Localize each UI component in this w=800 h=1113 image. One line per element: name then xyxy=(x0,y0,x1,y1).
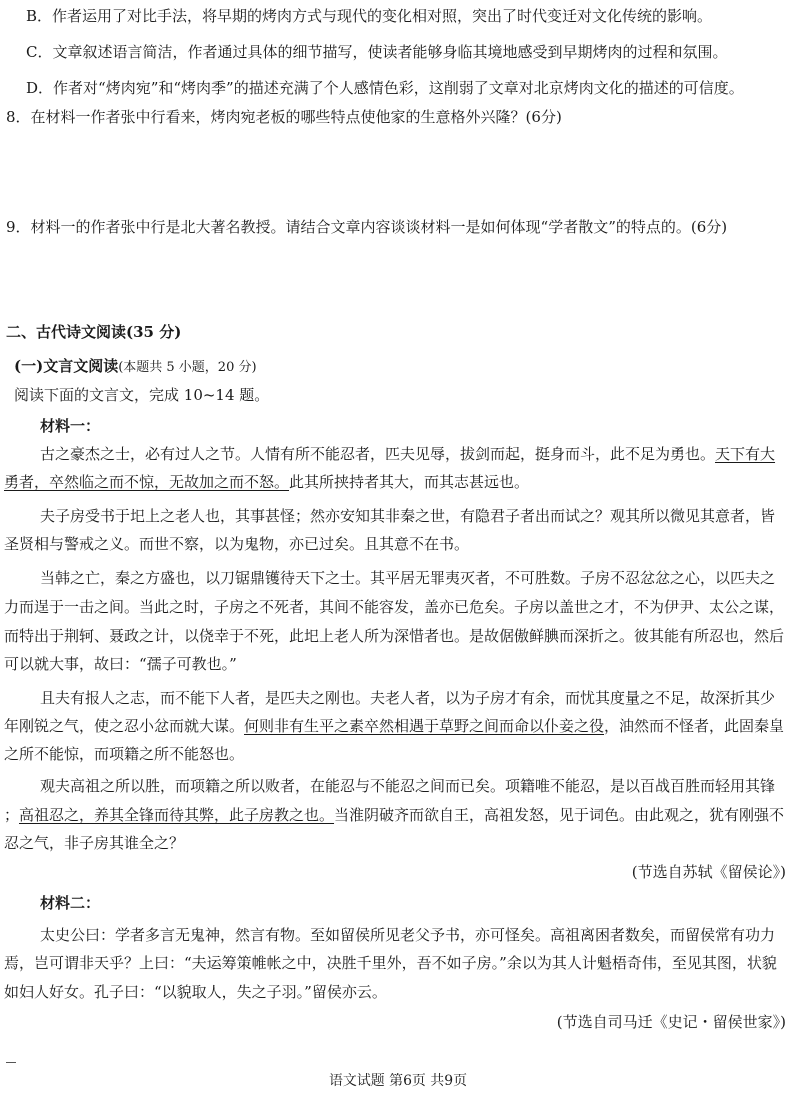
question-9: 9．材料一的作者张中行是北大著名教授。请结合文章内容谈谈材料一是如何体现“学者散文”的特点的。(6分) xyxy=(6,218,728,236)
option-c: C．文章叙述语言简洁，作者通过具体的细节描写，使读者能够身临其境地感受到早期烤肉的过程和氛围。 xyxy=(26,43,728,61)
reading-instruction: 阅读下面的文言文，完成 10~14 题。 xyxy=(14,386,270,404)
footer-rule xyxy=(6,1062,16,1063)
subsection-note: (本题共 5 小题，20 分) xyxy=(118,360,257,375)
material-1-source: (节选自苏轼《留侯论》) xyxy=(631,863,786,881)
material-1-line xyxy=(4,472,529,492)
material-1-line: 当韩之亡，秦之方盛也，以刀锯鼎镬待天下之士。其平居无罪夷灭者，不可胜数。子房不忍忿忿之心，以匹夫之 xyxy=(40,569,776,587)
text: 当淮阴破齐而欲自王，高祖发怒，见于词色。由此观之，犹有刚强不 xyxy=(334,806,785,824)
section-heading: 二、古代诗文阅读(35 分) xyxy=(6,323,182,341)
question-8: 8．在材料一作者张中行看来，烤肉宛老板的哪些特点使他家的生意格外兴隆？(6分) xyxy=(6,108,562,126)
material-1-line: 力而逞于一击之间。当此之时，子房之不死者，其间不能容发，盖亦已危矣。子房以盖世之才，不为伊尹、太公之谋， xyxy=(4,598,785,616)
material-1-line: 夫子房受书于圯上之老人也，其事甚怪；然亦安知其非秦之世，有隐君子者出而试之？观其所以微见其意者，皆 xyxy=(40,507,776,525)
subsection-heading xyxy=(14,356,257,378)
material-1-line: 可以就大事，故曰：“孺子可教也。” xyxy=(4,655,237,673)
material-1-line xyxy=(40,444,775,464)
material-1-line: 且夫有报人之志，而不能下人者，是匹夫之刚也。夫老人者，以为子房才有余，而忧其度量之不足，故深折其少 xyxy=(40,689,776,707)
material-2-line: 如妇人好女。孔子曰：“以貌取人，失之子羽。”留侯亦云。 xyxy=(4,983,387,1001)
underlined-text: 何则非有生平之素卒然相遇于草野之间而命以仆妾之役 xyxy=(244,717,605,735)
underlined-text: 高祖忍之，养其全锋而待其弊，此子房教之也。 xyxy=(19,806,335,824)
material-1-line: 圣贤相与警戒之义。而世不察，以为鬼物，亦已过矣。且其意不在书。 xyxy=(4,535,470,553)
material-2-line: 太史公曰：学者多言无鬼神，然言有物。至如留侯所见老父予书，亦可怪矣。高祖离困者数矣，而留侯常有功力 xyxy=(40,926,776,944)
material-2-label: 材料二： xyxy=(40,894,101,912)
material-1-line xyxy=(4,716,784,736)
material-1-line: 观夫高祖之所以胜，而项籍之所以败者，在能忍与不能忍之间而已矣。项籍唯不能忍，是以百战百胜而轻用其锋 xyxy=(40,777,776,795)
material-2-line: 焉，岂可谓非天乎？上曰：“夫运筹策帷帐之中，决胜千里外，吾不如子房。”余以为其人计魁梧奇伟，至见其图，状貌 xyxy=(4,954,777,972)
material-1-line: 忍之气，非子房其谁全之？ xyxy=(4,834,185,852)
text: 此其所挟持者其大，而其志甚远也。 xyxy=(289,473,530,491)
option-b: B．作者运用了对比手法，将早期的烤肉方式与现代的变化相对照，突出了时代变迁对文化传统的影响。 xyxy=(26,7,713,25)
text: ，油然而不怪者，此固秦皇 xyxy=(604,717,785,735)
material-1-line: 之所不能惊，而项籍之所不能怒也。 xyxy=(4,745,245,763)
material-1-line: 而特出于荆轲、聂政之计，以侥幸于不死，此圯上老人所为深惜者也。是故倨傲鲜腆而深折之。彼其能有所忍也，然后 xyxy=(4,627,785,645)
subsection-title: (一)文言文阅读 xyxy=(14,357,119,375)
page-footer: 语文试题 第6页 共9页 xyxy=(328,1073,468,1089)
text: 年刚锐之气，使之忍小忿而就大谋。 xyxy=(4,717,245,735)
material-1-line xyxy=(4,805,784,825)
material-2-source: (节选自司马迁《史记・留侯世家》) xyxy=(556,1013,786,1031)
text: 古之豪杰之士，必有过人之节。人情有所不能忍者，匹夫见辱，拔剑而起，挺身而斗，此不足为勇也。 xyxy=(40,445,716,463)
text: ； xyxy=(4,806,20,824)
underlined-text: 勇者，卒然临之而不惊，无故加之而不怒。 xyxy=(4,473,290,491)
option-d: D．作者对“烤肉宛”和“烤肉季”的描述充满了个人感情色彩，这削弱了文章对北京烤肉文化的描述的可信度。 xyxy=(26,79,744,97)
material-1-label: 材料一： xyxy=(40,417,101,435)
underlined-text: 天下有大 xyxy=(715,445,776,463)
